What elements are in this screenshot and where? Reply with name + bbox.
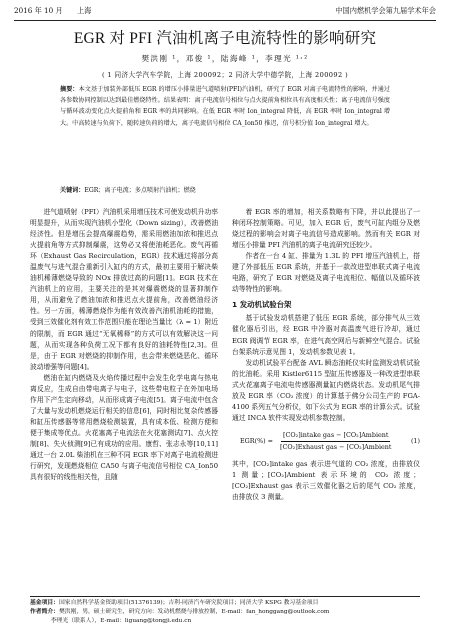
header-date: 2016 年 10 月 [14, 6, 63, 15]
equation-denominator: [CO₂]Exhaust gas − [CO₂]Ambient [280, 442, 392, 451]
equation-number: (1) [410, 436, 420, 445]
abstract-text: 本文基于加装外部低压 EGR 的增压小排量进气道喷射(PFI)汽油机，研究了 EGR 对离子电流特性的影响，并通过各参数协同控制以达到最佳燃烧特性。结果表明：离子电流信号相位与点火提前角相位具有高度相关性；离子电流信号强度与循环波动变化点火提前角和 EGR 率的共同影响。在低 EGR 率时 Ion_integral 降低，高 EGR 率时 Ion_integral 增大。中高转速与负荷下，随转速负荷的增大，离子电流信号相位 CA_Ion50 推迟，信号积分值 Ion_integral 增大。 [60, 86, 391, 127]
abstract [60, 84, 390, 129]
paragraph: 着 EGR 率的增加，相关系数略有下降，并以此提出了一种闭环控制策略。可见，加入 EGR 后，废气可缸内组分及燃烧过程的影响会对离子电流信号造成影响。然而有关 EGR 对增压小排量 PFI 汽油机的离子电流研究还较少。 [232, 208, 420, 250]
header-left [14, 6, 103, 18]
paragraph: 发动机试验平台配备 AVL 瞬态油耗仪实时监测发动机试验的比油耗。采用 Kistler6115 型缸压传感器及一种改进型串联式火花塞离子电流电传感器测量缸内燃烧状态。发动机尾气排放及 EGR 率（CO₂ 浓度）的计算基于佛分公司生产的 FGA-4100 系列五气分析仪，如下公式为 EGR 率的计算公式。试验通过 INCA 软件实现发动机参数控制。 [232, 358, 420, 422]
egr-equation [240, 430, 420, 453]
left-column [30, 207, 218, 483]
paper-title: EGR 对 PFI 汽油机离子电流特性的影响研究 [73, 30, 377, 47]
paragraph: 燃油在缸内燃烧及火焰传播过程中会发生化学电离与热电离反应，生成自由带电离子与电子，这些带电粒子在外加电场作用下产生定向移动，从而形成离子电流[5]。离子电流中包含了大量与发动机燃烧运行相关的信息[6]，同时相比复杂传感器和缸压传感器等常用燃烧检测装置，具有成本低、检测方便和便于集成等优点。火花塞离子电流法在火花塞测试[7]、点火控制[8]、失火侦测[9]已有成功的应用。康哲、张志永等[10,11]通过一台 2.0L 柴油机在三种不同 EGR 率下对离子电流检测进行研究，发现燃烧相位 CA50 与离子电流信号相位 CA_Ion50 具有很好的线性相关性，且随 [30, 373, 218, 482]
author-list: 樊洪刚 ¹，邓俊 ¹，陆海峰 ¹，李理光 ¹˒² [141, 54, 309, 63]
keywords [60, 185, 390, 194]
header-conference: 中国内燃机学会第九届学术年会 [335, 6, 436, 15]
header-place: 上海 [76, 6, 92, 15]
footnote-fund [30, 599, 420, 608]
abstract-label: 摘要： [60, 86, 79, 93]
right-column [232, 207, 420, 503]
fund-label: 基金项目： [30, 600, 59, 606]
paragraph: 基于试验发动机搭建了低压 EGR 系统，部分排气从三效催化器后引出，经 EGR 中冷器对高温废气进行冷却，通过 EGR 阀调节 EGR 率，在进气高空网后与新鲜空气混合。试验台架系统示意见图 1，发动机参数见表 1。 [232, 314, 420, 356]
equation-fraction [278, 430, 393, 453]
footnote [30, 596, 420, 627]
paragraph: 作者在一台 4 缸、排量为 1.3L 的 PFI 增压汽油机上，搭建了外部低压 EGR 系统，并基于一款改进型串联式离子电流电路，研究了 EGR 对燃烧及离子电流相位、幅值以及循环波动等特性的影响。 [232, 252, 420, 294]
affiliation: ( 1 同济大学汽车学院，上海 200092；2 同济大学中德学院，上海 200092 ) [101, 71, 349, 79]
footnote-contact: 李理光（联系人），E-mail：liguang@tongji.edu.cn [50, 618, 192, 625]
running-header [14, 6, 436, 21]
keywords-text: EGR；离子电流；多点喷射汽油机；燃烧 [84, 187, 196, 194]
keywords-label: 关键词： [60, 187, 85, 194]
paragraph: 进气道喷射（PFI）汽油机采用增压技术可使发动机升功率明显提升，从而实现汽油机小型化（Down sizing），改善燃油经济性。但是增压会提高爆震趋势，需采用燃油加浓和推迟点火提前角等方式抑制爆震，这势必又将使油耗恶化。废气再循环（Exhaust Gas Recirculation，EGR）技术通过将部分高温废气与进气混合重新引入缸内的方式，最初主要用于解决柴油机稀薄燃烧导致的 NOx 排放过高的问题[1]。EGR 技术在汽油机上的应用，主要关注的是其对爆震燃烧的显著抑制作用，从而避免了燃油加浓和推迟点火提前角，改善燃油经济性。另一方面，稀薄燃烧作为能有效改善汽油机油耗的措施，受到三效催化剂有效工作范围只能在理论当量比（λ = 1）附近的限制，而 EGR 通过“无氧稀释”的方式可以有效解决这一问题，从而实现各种负荷工况下都有良好的油耗特性[2,3]。但是，由于 EGR 对燃烧的抑制作用，也会带来燃烧恶化、循环波动增强等问题[4]。 [30, 208, 218, 371]
author-text: 樊洪刚，男，硕士研究生，研究方向：发动机燃烧与排放控制，E-mail：fan_honggang@outlook.com [59, 609, 330, 616]
equation-lhs: EGR(%) = [240, 436, 274, 445]
paragraph: 其中，[CO₂]intake gas 表示进气道的 CO₂ 浓度，由排放仪 1 测量；[CO₂]Ambient 表示环境的 CO₂ 浓度；[CO₂]Exhaust gas 表示三效催化器之后的尾气 CO₂ 浓度，由排放仪 3 测量。 [232, 459, 420, 502]
footnote-author [30, 608, 420, 617]
section-heading: 1 发动机试验台架 [232, 300, 292, 310]
author-label: 作者简介： [30, 609, 59, 616]
fund-text: 国家自然科学基金资助项目(51376139)；吉利-同济汽车研究院项目；同济大学 KSPG 教习基金项目 [59, 600, 319, 606]
equation-numerator: [CO₂]intake gas − [CO₂]Ambient [281, 430, 390, 442]
